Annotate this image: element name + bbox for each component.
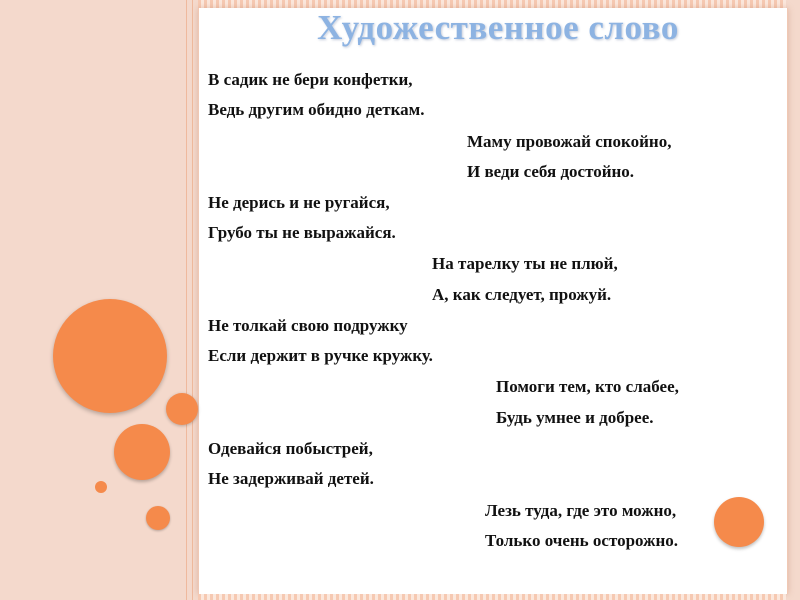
small-circle: [166, 393, 198, 425]
decor-line: [186, 0, 187, 600]
right-circle: [714, 497, 764, 547]
poem-line: Лезь туда, где это можно,: [485, 501, 677, 520]
poem-line: Не дерись и не ругайся,: [208, 193, 390, 212]
poem-line: Не задерживай детей.: [208, 469, 374, 488]
poem-line: Будь умнее и добрее.: [496, 408, 654, 427]
medium-circle: [114, 424, 170, 480]
slide-title: Художественное слово: [317, 8, 679, 47]
poem-line: Помоги тем, кто слабее,: [496, 377, 679, 396]
poem-line: И веди себя достойно.: [467, 162, 635, 181]
poem-line: А, как следует, прожуй.: [432, 285, 612, 304]
top-stripes: [198, 0, 786, 8]
poem-line: В садик не бери конфетки,: [208, 70, 413, 89]
small-circle: [146, 506, 170, 530]
poem-line: Маму провожай спокойно,: [467, 132, 672, 151]
poem-line: Грубо ты не выражайся.: [208, 223, 396, 242]
poem-line: Не толкай свою подружку: [208, 316, 408, 335]
decor-line: [192, 0, 193, 600]
poem-line: Ведь другим обидно деткам.: [208, 100, 425, 119]
tiny-circle: [95, 481, 107, 493]
poem-line: Если держит в ручке кружку.: [208, 346, 433, 365]
bottom-stripes: [198, 594, 786, 600]
poem-line: Одевайся побыстрей,: [208, 439, 373, 458]
large-circle: [53, 299, 167, 413]
poem-line: На тарелку ты не плюй,: [432, 254, 618, 273]
poem-line: Только очень осторожно.: [485, 531, 679, 550]
